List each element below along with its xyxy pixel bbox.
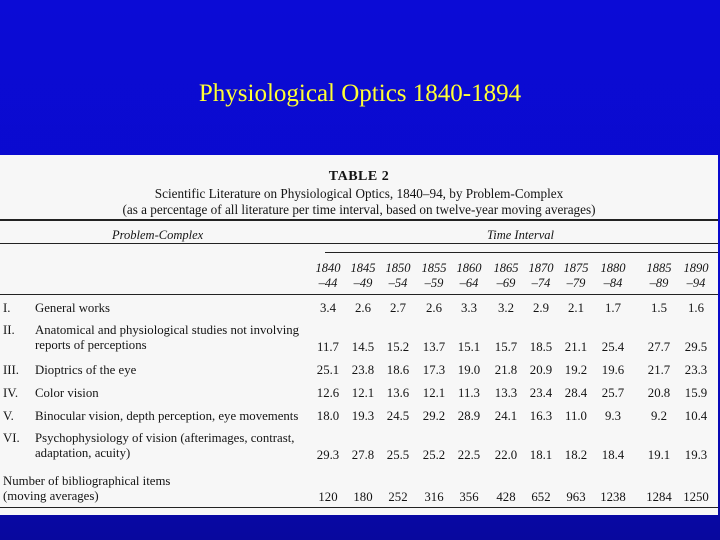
table-cell: 18.1 (529, 448, 553, 462)
interval-header (414, 261, 454, 291)
interval-header (676, 261, 716, 291)
table-cell: 9.3 (605, 409, 621, 423)
time-interval-header: Time Interval (487, 228, 555, 242)
table-cell: 25.7 (601, 386, 625, 400)
table-cell: 10.4 (684, 409, 708, 423)
table-cell: 24.1 (494, 409, 518, 423)
table-cell: 25.4 (601, 340, 625, 354)
interval-end: –44 (318, 276, 338, 290)
table-cell: 12.1 (351, 386, 375, 400)
table-cell: 1.7 (605, 301, 621, 315)
total-cell: 252 (388, 490, 408, 504)
total-cell: 356 (459, 490, 479, 504)
table-cell: 21.1 (564, 340, 588, 354)
table-cell: 18.0 (316, 409, 340, 423)
total-cell: 963 (566, 490, 586, 504)
interval-header (521, 261, 561, 291)
interval-header (556, 261, 596, 291)
table-cell: 2.1 (568, 301, 584, 315)
table-cell: 15.9 (684, 386, 708, 400)
table-number: TABLE 2 (328, 169, 390, 184)
table-cell: 14.5 (351, 340, 375, 354)
interval-end: –54 (388, 276, 408, 290)
interval-end: –69 (496, 276, 516, 290)
table-cell: 3.4 (320, 301, 336, 315)
total-cell: 428 (496, 490, 516, 504)
interval-end: –59 (424, 276, 444, 290)
table-cell: 23.8 (351, 363, 375, 377)
row-label-line: Dioptrics of the eye (35, 363, 137, 377)
table-cell: 23.3 (684, 363, 708, 377)
table-cell: 16.3 (529, 409, 553, 423)
row-number: IV. (3, 386, 19, 400)
table-cell: 19.6 (601, 363, 625, 377)
row-label (35, 323, 299, 353)
column-header-rule (0, 294, 718, 295)
row-label-line: Color vision (35, 386, 99, 400)
table-cell: 2.7 (390, 301, 406, 315)
interval-end: –84 (603, 276, 623, 290)
interval-header (378, 261, 418, 291)
table-cell: 25.2 (422, 448, 446, 462)
interval-start: 1845 (350, 261, 376, 275)
interval-end: –79 (566, 276, 586, 290)
interval-header (343, 261, 383, 291)
table-cell: 17.3 (422, 363, 446, 377)
table-cell: 29.3 (316, 448, 340, 462)
bottom-rule (0, 507, 718, 508)
table-cell: 19.2 (564, 363, 588, 377)
table-cell: 19.3 (684, 448, 708, 462)
table-cell: 27.7 (647, 340, 671, 354)
total-cell: 1250 (683, 490, 709, 504)
table-cell: 20.8 (647, 386, 671, 400)
interval-start: 1850 (385, 261, 411, 275)
interval-start: 1840 (315, 261, 341, 275)
table-cell: 23.4 (529, 386, 553, 400)
table-cell: 21.7 (647, 363, 671, 377)
table-cell: 22.5 (457, 448, 481, 462)
total-label (3, 474, 170, 504)
row-label-line: General works (35, 301, 110, 315)
total-cell: 1238 (600, 490, 626, 504)
table-cell: 19.0 (457, 363, 481, 377)
interval-start: 1890 (683, 261, 709, 275)
total-cell: 180 (353, 490, 373, 504)
row-label (35, 409, 298, 424)
row-number: II. (3, 323, 15, 337)
table-cell: 1.6 (688, 301, 704, 315)
table-cell: 27.8 (351, 448, 375, 462)
table-cell: 24.5 (386, 409, 410, 423)
table-cell: 15.2 (386, 340, 410, 354)
table-cell: 15.7 (494, 340, 518, 354)
interval-end: –94 (686, 276, 706, 290)
table-cell: 29.5 (684, 340, 708, 354)
interval-header (639, 261, 679, 291)
total-cell: 316 (424, 490, 444, 504)
top-rule (0, 219, 718, 221)
total-cell: 120 (318, 490, 338, 504)
table-cell: 2.6 (355, 301, 371, 315)
interval-header (593, 261, 633, 291)
interval-start: 1875 (563, 261, 589, 275)
table-cell: 11.7 (317, 340, 339, 354)
table-cell: 11.0 (565, 409, 587, 423)
row-label-line: adaptation, acuity) (35, 446, 131, 460)
interval-end: –89 (649, 276, 669, 290)
total-label-line: Number of bibliographical items (3, 474, 171, 488)
row-number: III. (3, 363, 19, 377)
table-cell: 20.9 (529, 363, 553, 377)
interval-header (486, 261, 526, 291)
interval-end: –64 (459, 276, 479, 290)
table-cell: 19.1 (647, 448, 671, 462)
interval-header-rule (325, 252, 718, 253)
table-scan (0, 155, 718, 515)
table-cell: 18.2 (564, 448, 588, 462)
interval-start: 1885 (646, 261, 672, 275)
table-cell: 15.1 (457, 340, 481, 354)
interval-header (449, 261, 489, 291)
table-cell: 3.2 (498, 301, 514, 315)
table-cell: 19.3 (351, 409, 375, 423)
table-title: Scientific Literature on Physiological Optics, 1840–94, by Problem-Complex (154, 186, 564, 201)
row-label (35, 386, 99, 401)
total-cell: 652 (531, 490, 551, 504)
table-cell: 13.3 (494, 386, 518, 400)
total-cell: 1284 (646, 490, 672, 504)
row-label-line: Binocular vision, depth perception, eye movements (35, 409, 299, 423)
table-cell: 28.4 (564, 386, 588, 400)
row-label (35, 363, 136, 378)
table-cell: 18.5 (529, 340, 553, 354)
table-cell: 3.3 (461, 301, 477, 315)
interval-start: 1860 (456, 261, 482, 275)
table-cell: 18.6 (386, 363, 410, 377)
row-number: V. (3, 409, 14, 423)
table-cell: 2.9 (533, 301, 549, 315)
total-label-line: (moving averages) (3, 489, 99, 503)
interval-start: 1855 (421, 261, 447, 275)
table-cell: 11.3 (458, 386, 480, 400)
interval-end: –74 (531, 276, 551, 290)
table-cell: 1.5 (651, 301, 667, 315)
row-label-line: Psychophysiology of vision (afterimages, contrast, (35, 431, 295, 445)
interval-start: 1870 (528, 261, 554, 275)
row-label-line: reports of perceptions (35, 338, 147, 352)
table-cell: 12.1 (422, 386, 446, 400)
table-cell: 25.1 (316, 363, 340, 377)
table-cell: 21.8 (494, 363, 518, 377)
table-cell: 13.7 (422, 340, 446, 354)
table-cell: 18.4 (601, 448, 625, 462)
interval-header (308, 261, 348, 291)
table-cell: 29.2 (422, 409, 446, 423)
table-cell: 12.6 (316, 386, 340, 400)
interval-start: 1865 (493, 261, 519, 275)
table-cell: 22.0 (494, 448, 518, 462)
interval-end: –49 (353, 276, 373, 290)
slide-title: Physiological Optics 1840-1894 (198, 80, 522, 107)
table-subtitle: (as a percentage of all literature per time interval, based on twelve-year moving averages) (122, 202, 596, 217)
row-label-line: Anatomical and physiological studies not involving (35, 323, 300, 337)
table-cell: 28.9 (457, 409, 481, 423)
row-label (35, 301, 110, 316)
table-cell: 2.6 (426, 301, 442, 315)
table-cell: 25.5 (386, 448, 410, 462)
row-label (35, 431, 294, 461)
table-cell: 9.2 (651, 409, 667, 423)
table-cell: 13.6 (386, 386, 410, 400)
row-number: VI. (3, 431, 20, 445)
row-number: I. (3, 301, 11, 315)
problem-complex-header: Problem-Complex (112, 228, 204, 242)
left-header-rule (0, 243, 718, 244)
interval-start: 1880 (600, 261, 626, 275)
